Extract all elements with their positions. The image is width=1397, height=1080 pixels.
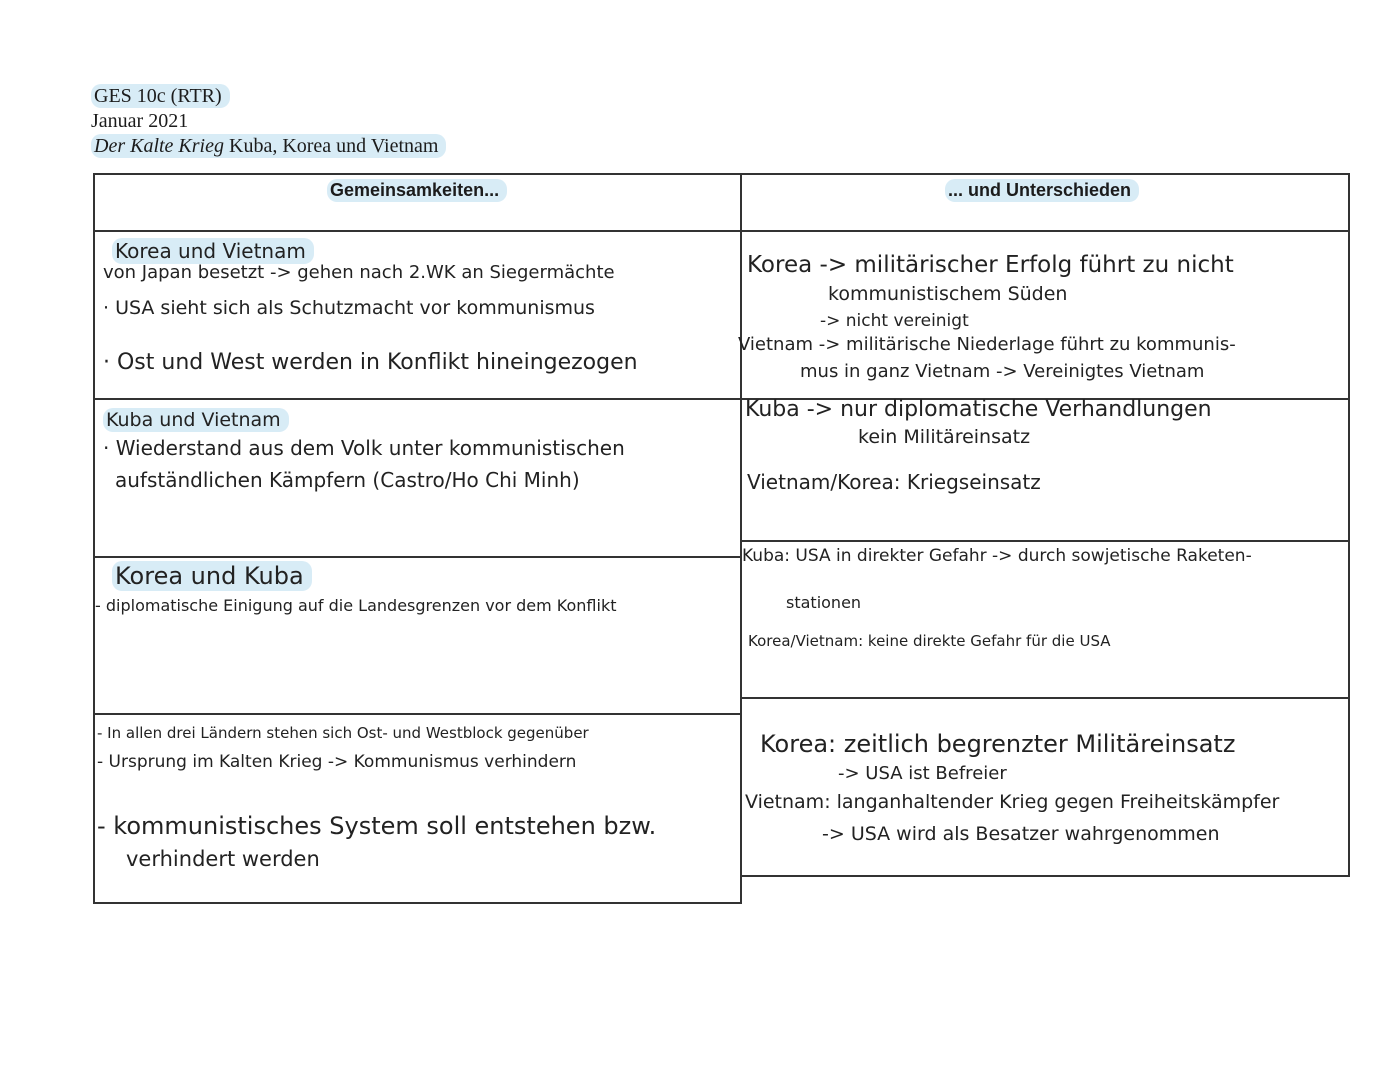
row1-left-line2: · USA sieht sich als Schutzmacht vor kommunismus <box>103 297 595 319</box>
row2-left-line2: aufständlichen Kämpfern (Castro/Ho Chi Minh) <box>115 468 580 492</box>
document-header <box>91 84 446 159</box>
table-right-border <box>1348 173 1350 877</box>
table-top-border <box>93 173 1350 175</box>
date-label: Januar 2021 <box>91 110 189 132</box>
row4-left-line3: - kommunistisches System soll entstehen bzw. <box>97 812 657 840</box>
left-column-header: Gemeinsamkeiten... <box>327 179 507 202</box>
topic-italic: Der Kalte Krieg <box>94 135 224 157</box>
course-label: GES 10c (RTR) <box>91 84 230 108</box>
row3-right-line2: stationen <box>786 593 862 612</box>
row-separator <box>93 230 1350 232</box>
row3-left-line1: - diplomatische Einigung auf die Landesgrenzen vor dem Konflikt <box>95 596 617 615</box>
table-bottom-border <box>93 902 740 904</box>
row4-right-line1: Korea: zeitlich begrenzter Militäreinsatz <box>760 730 1236 758</box>
topic-rest: Kuba, Korea und Vietnam <box>224 135 439 157</box>
row2-left-title: Kuba und Vietnam <box>103 408 289 432</box>
row2-left-line1: · Wiederstand aus dem Volk unter kommunistischen <box>103 436 625 460</box>
row4-right-line3: Vietnam: langanhaltender Krieg gegen Freiheitskämpfer <box>745 791 1280 813</box>
row4-left-line2: - Ursprung im Kalten Krieg -> Kommunismus verhindern <box>97 752 577 772</box>
row1-left-line1: von Japan besetzt -> gehen nach 2.WK an Siegermächte <box>103 262 615 283</box>
row-separator <box>93 713 740 715</box>
row-separator <box>740 540 1349 542</box>
row-separator <box>740 697 1349 699</box>
row1-right-line4: Vietnam -> militärische Niederlage führt zu kommunis- <box>738 334 1236 355</box>
table-left-border <box>93 173 95 904</box>
row1-left-line3: · Ost und West werden in Konflikt hineingezogen <box>103 350 638 375</box>
row2-right-line1: Kuba -> nur diplomatische Verhandlungen <box>745 397 1212 422</box>
table-bottom-border-right <box>740 875 1349 877</box>
row3-right-line1: Kuba: USA in direkter Gefahr -> durch sowjetische Raketen- <box>742 546 1252 566</box>
row2-right-line2: kein Militäreinsatz <box>858 426 1031 448</box>
row3-right-line3: Korea/Vietnam: keine direkte Gefahr für die USA <box>748 632 1111 650</box>
row2-right-line3: Vietnam/Korea: Kriegseinsatz <box>747 470 1041 494</box>
right-column-header: ... und Unterschieden <box>945 179 1139 202</box>
row4-left-line4: verhindert werden <box>126 847 320 871</box>
row1-left-title: Korea und Vietnam <box>112 238 314 264</box>
row1-right-line1: Korea -> militärischer Erfolg führt zu nicht <box>747 252 1234 278</box>
row4-right-line4: -> USA wird als Besatzer wahrgenommen <box>822 823 1220 845</box>
row3-left-title: Korea und Kuba <box>112 561 312 591</box>
row1-right-line5: mus in ganz Vietnam -> Vereinigtes Vietnam <box>800 361 1205 382</box>
row4-right-line2: -> USA ist Befreier <box>838 763 1007 784</box>
row-separator <box>93 556 740 558</box>
row4-left-line1: - In allen drei Ländern stehen sich Ost- und Westblock gegenüber <box>97 724 589 742</box>
topic-line <box>91 134 446 159</box>
table-column-divider <box>740 173 742 904</box>
row1-right-line3: -> nicht vereinigt <box>820 311 969 331</box>
row1-right-line2: kommunistischem Süden <box>828 283 1068 305</box>
